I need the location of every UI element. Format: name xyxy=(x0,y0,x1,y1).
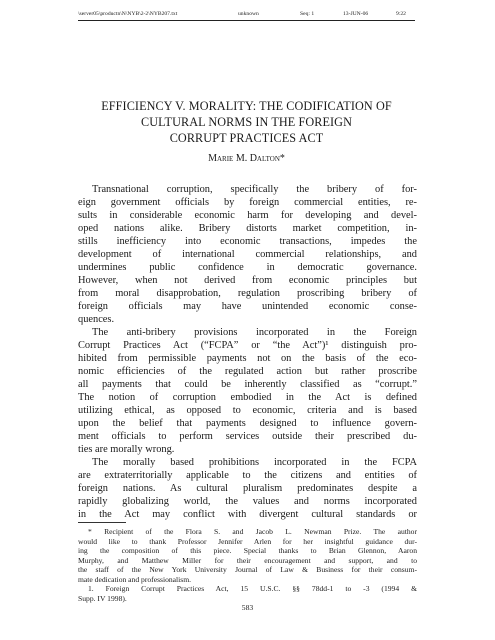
body-text-line: eign government officials by foreign commercial entities, re- xyxy=(78,197,417,208)
body-text-line: foreign nations. As cultural pluralism predominates despite a xyxy=(78,483,417,494)
body-text-line: undermines public confidence in democratic governance. xyxy=(78,262,417,273)
body-text-line: from moral disapprobation, regulation proscribing bribery of xyxy=(78,288,417,299)
body-text-line: The notion of corruption embodied in the Act is defined xyxy=(78,392,417,403)
footnote-text-line: ing the composition of this piece. Special thanks to Brian Glennon, Aaron xyxy=(78,546,417,555)
body-text-line: stills inefficiency into economic transactions, impedes the xyxy=(78,236,417,247)
body-text-line: Transnational corruption, specifically the bribery of for- xyxy=(92,184,417,195)
article-body xyxy=(78,183,417,521)
body-text-line: utilizing ethical, as opposed to economic, criteria and is based xyxy=(78,405,417,416)
body-text-line: However, when not derived from economic principles but xyxy=(78,275,417,286)
author-name: Marie M. Dalton* xyxy=(208,153,285,164)
body-text-line: in the Act may conflict with divergent cultural standards or xyxy=(78,509,417,520)
body-text-line: are extraterritorially applicable to the citizens and entities of xyxy=(78,470,417,481)
footnote-text-line: Supp. IV 1998). xyxy=(78,593,127,603)
title-line: CORRUPT PRACTICES ACT xyxy=(169,131,324,145)
body-text-line: ment officials to perform services outside their prescribed du- xyxy=(78,431,417,442)
body-text-line: nomic efficiencies of the regulated action but rather proscribe xyxy=(78,366,417,377)
page-number: 583 xyxy=(241,603,254,612)
footnote-text-line: 1. Foreign Corrupt Practices Act, 15 U.S.C. §§ 78dd-1 to -3 (1994 & xyxy=(88,584,417,593)
body-text-line: hibited from permissible payments not on the basis of the eco- xyxy=(78,353,417,364)
body-text-line: rapidly globalizing world, the values and norms incorporated xyxy=(78,496,417,507)
body-text-line: Corrupt Practices Act (“FCPA” or “the Act”)¹ distinguish pro- xyxy=(78,340,417,351)
article-title xyxy=(96,98,397,146)
header-sequence: Seq: 1 xyxy=(300,11,315,17)
header-date: 13-JUN-06 xyxy=(343,11,369,17)
body-text-line: all payments that could be inherently classified as “corrupt.” xyxy=(78,379,417,390)
footnote-text-line: the staff of the New York University Journal of Law & Business for their consum- xyxy=(78,565,417,574)
body-text-line: foreign officials may have unintended economic conse- xyxy=(78,301,417,312)
footnotes xyxy=(78,527,417,603)
footnote-divider xyxy=(78,522,126,523)
header-time: 9:22 xyxy=(396,11,406,17)
body-text-line: oped nations alike. Bribery distorts market competition, in- xyxy=(78,223,417,234)
running-header xyxy=(78,11,415,21)
body-text-line: The anti-bribery provisions incorporated in the Foreign xyxy=(92,327,417,338)
footnote-text-line: would like to thank Professor Jennifer Arlen for her insightful guidance dur- xyxy=(78,536,417,546)
footnote-text-line: * Recipient of the Flora S. and Jacob L. Newman Prize. The author xyxy=(88,527,417,536)
header-file-path: \server05\productn\N\NYB\2-2\NYB207.txt xyxy=(78,11,178,17)
body-text-line: development of international commercial relationships, and xyxy=(78,249,417,260)
footnote-text-line: mate dedication and professionalism. xyxy=(78,574,192,584)
body-text-line: upon the belief that payments designed to influence govern- xyxy=(78,418,417,429)
body-text-line: The morally based prohibitions incorporated in the FCPA xyxy=(92,457,417,468)
body-text-line: ties are morally wrong. xyxy=(78,444,175,455)
body-text-line: sults in considerable economic harm for developing and devel- xyxy=(78,210,417,221)
title-line: CULTURAL NORMS IN THE FOREIGN xyxy=(140,115,352,129)
body-text-line: quences. xyxy=(78,314,115,325)
footnote-text-line: Murphy, and Matthew Miller for their encouragement and support, and to xyxy=(78,555,417,565)
title-line: EFFICIENCY V. MORALITY: THE CODIFICATION OF xyxy=(101,99,392,113)
header-status: unknown xyxy=(238,11,259,17)
